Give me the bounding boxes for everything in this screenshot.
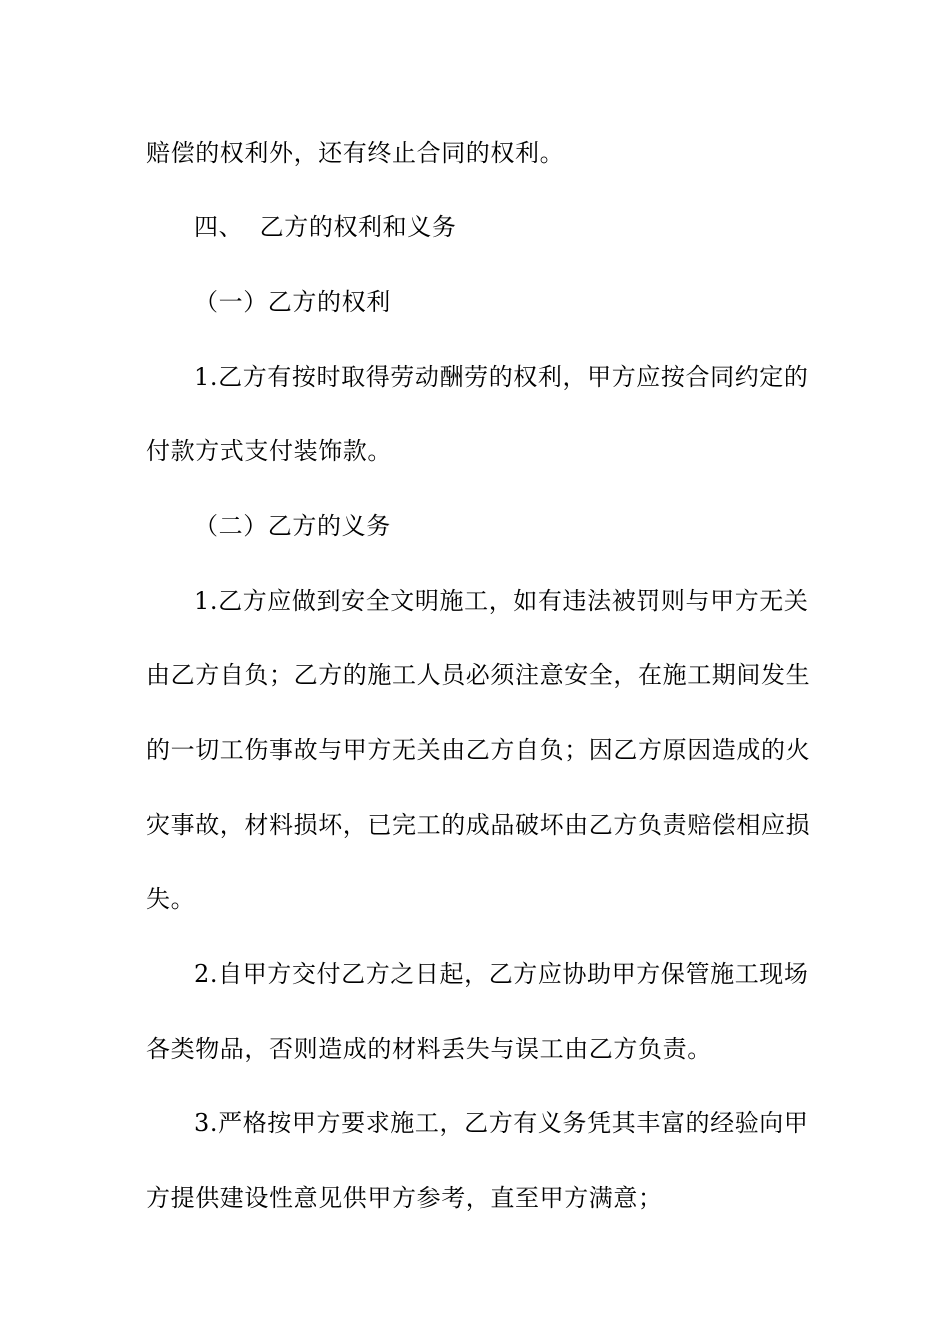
subsection-heading: （二）乙方的义务 bbox=[194, 512, 391, 540]
subsection-heading: （一）乙方的权利 bbox=[194, 288, 391, 316]
paragraph-line: 1.乙方有按时取得劳动酬劳的权利，甲方应按合同约定的 bbox=[194, 363, 809, 391]
paragraph-line: 灾事故，材料损坏，已完工的成品破坏由乙方负责赔偿相应损 bbox=[146, 811, 811, 839]
paragraph-line: 由乙方自负；乙方的施工人员必须注意安全，在施工期间发生 bbox=[146, 661, 811, 689]
paragraph-line: 3.严格按甲方要求施工，乙方有义务凭其丰富的经验向甲 bbox=[194, 1109, 809, 1137]
paragraph-line: 方提供建设性意见供甲方参考，直至甲方满意； bbox=[146, 1184, 663, 1212]
paragraph-line: 各类物品，否则造成的材料丢失与误工由乙方负责。 bbox=[146, 1035, 712, 1063]
paragraph-line: 失。 bbox=[146, 885, 196, 913]
section-heading: 四、 乙方的权利和义务 bbox=[194, 213, 457, 241]
paragraph-line: 赔偿的权利外，还有终止合同的权利。 bbox=[146, 139, 565, 167]
paragraph-line: 2.自甲方交付乙方之日起，乙方应协助甲方保管施工现场 bbox=[194, 960, 809, 988]
paragraph-line: 1.乙方应做到安全文明施工，如有违法被罚则与甲方无关 bbox=[194, 587, 809, 615]
paragraph-line: 付款方式支付装饰款。 bbox=[146, 437, 392, 465]
paragraph-line: 的一切工伤事故与甲方无关由乙方自负；因乙方原因造成的火 bbox=[146, 736, 811, 764]
